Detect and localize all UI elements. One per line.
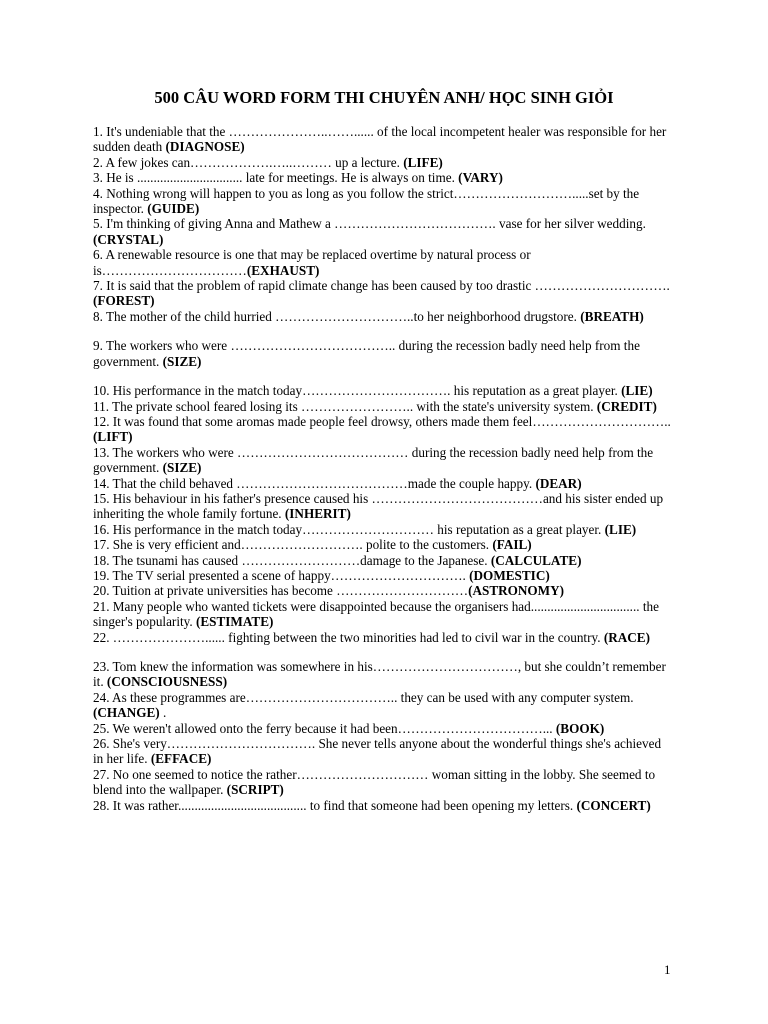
question-text: 6. A renewable resource is one that may be replaced overtime by natural process or is……………………………: [93, 247, 531, 278]
question-item: [93, 522, 673, 537]
question-text: 12. It was found that some aromas made people feel drowsy, others made them feel…………………………..: [93, 413, 671, 429]
question-item: [93, 186, 673, 217]
question-item: [93, 568, 673, 583]
question-keyword: (CONCERT): [576, 797, 651, 813]
question-keyword: (LIFE): [403, 154, 443, 170]
question-item: [93, 414, 673, 445]
question-item: [93, 630, 673, 645]
question-text: 10. His performance in the match today……………………………. his reputation as a great player.: [93, 383, 622, 399]
question-keyword: (INHERIT): [284, 506, 351, 522]
question-text: 15. His behaviour in his father's presence caused his …………………………………and his sister ended up inheriting the whole family fortune.: [93, 490, 664, 522]
question-item: [93, 721, 673, 736]
question-keyword: (ASTRONOMY): [468, 583, 565, 599]
question-text: 17. She is very efficient and………………………. polite to the customers.: [93, 537, 493, 553]
question-text: 21. Many people who wanted tickets were disappointed because the organisers had................................. the singer's popularity.: [93, 598, 659, 630]
question-item: [93, 476, 673, 491]
question-text: 7. It is said that the problem of rapid climate change has been caused by too drastic ………………………….: [93, 278, 670, 294]
question-keyword: (VARY): [458, 170, 503, 186]
question-keyword: (CREDIT): [596, 398, 657, 414]
question-item: [93, 690, 673, 721]
question-text: 14. That the child behaved …………………………………made the couple happy.: [93, 475, 536, 491]
question-keyword: (BOOK): [555, 720, 605, 736]
question-item: [93, 767, 673, 798]
question-text: 16. His performance in the match today………………………… his reputation as a great player.: [93, 521, 605, 537]
question-keyword: (CALCULATE): [490, 552, 582, 568]
question-text: 23. Tom knew the information was somewhere in his……………………………, but she couldn’t remember it.: [93, 659, 666, 690]
page-title: 500 CÂU WORD FORM THI CHUYÊN ANH/ HỌC SINH GIỎI: [154, 88, 614, 107]
question-text: 13. The workers who were ………………………………… during the recession badly need help from the government.: [93, 444, 654, 476]
question-list: [93, 124, 673, 813]
question-text: 5. I'm thinking of giving Anna and Mathew a ………………………………. vase for her silver wedding.: [93, 216, 646, 232]
question-keyword: (FOREST): [93, 293, 155, 309]
question-text: 24. As these programmes are…………………………….. they can be used with any computer system.: [93, 689, 634, 705]
question-keyword: (ESTIMATE): [195, 614, 274, 630]
question-item: [93, 399, 673, 414]
question-item: [93, 583, 673, 598]
question-item: [93, 553, 673, 568]
question-item: [93, 155, 673, 170]
question-item: [93, 338, 673, 369]
question-keyword: (LIE): [604, 521, 637, 537]
question-keyword: (FAIL): [492, 537, 532, 553]
question-text: 4. Nothing wrong will happen to you as long as you follow the strict……………………….....set by the inspector.: [93, 185, 640, 217]
question-text: 19. The TV serial presented a scene of happy………………………….: [93, 567, 470, 583]
question-item: [93, 278, 673, 309]
question-keyword: (CRYSTAL): [93, 231, 164, 247]
question-keyword: (SIZE): [162, 353, 202, 369]
question-item: [93, 247, 673, 278]
question-text: 20. Tuition at private universities has become …………………………: [93, 583, 469, 599]
question-keyword: (SIZE): [162, 460, 202, 476]
question-keyword: (CONSCIOUSNESS): [106, 674, 228, 690]
question-item: [93, 309, 673, 324]
question-item: [93, 599, 673, 630]
question-item: [93, 798, 673, 813]
question-item: [93, 736, 673, 767]
question-keyword: (DOMESTIC): [469, 567, 550, 583]
question-item: [93, 659, 673, 690]
question-item: [93, 170, 673, 185]
question-item: [93, 383, 673, 398]
question-suffix: .: [159, 705, 167, 721]
question-text: 11. The private school feared losing its …………………….. with the state's university system.: [93, 398, 597, 414]
question-text: 2. A few jokes can……………….…..……… up a lecture.: [93, 154, 404, 170]
question-item: [93, 216, 673, 247]
question-item: [93, 124, 673, 155]
question-item: [93, 491, 673, 522]
question-text: 1. It's undeniable that the …………………..……...... of the local incompetent healer was responsible for her sudden death: [93, 124, 667, 155]
question-text: 25. We weren't allowed onto the ferry because it had been……………………………...: [93, 720, 556, 736]
question-keyword: (SCRIPT): [226, 782, 284, 798]
page-number: 1: [664, 962, 671, 977]
question-keyword: (CHANGE): [93, 705, 160, 721]
question-text: 8. The mother of the child hurried …………………………..to her neighborhood drugstore.: [93, 308, 581, 324]
question-keyword: (LIFT): [93, 429, 133, 445]
question-text: 9. The workers who were ……………………………….. during the recession badly need help from the government.: [93, 338, 640, 369]
question-keyword: (EXHAUST): [246, 262, 320, 278]
question-text: 22. …………………...... fighting between the two minorities had led to civil war in the country.: [93, 629, 604, 645]
question-keyword: (RACE): [603, 629, 650, 645]
question-keyword: (GUIDE): [147, 201, 200, 217]
question-text: 18. The tsunami has caused ………………………damage to the Japanese.: [93, 552, 491, 568]
question-text: 3. He is ................................ late for meetings. He is always on time.: [93, 170, 459, 186]
question-text: 26. She's very……………………………. She never tells anyone about the wonderful things she's achieved in her life.: [93, 736, 662, 767]
question-keyword: (EFFACE): [150, 751, 212, 767]
question-keyword: (DIAGNOSE): [165, 139, 245, 155]
question-item: [93, 537, 673, 552]
question-text: 28. It was rather....................................... to find that someone had been opening my letters.: [93, 797, 577, 813]
question-text: 27. No one seemed to notice the rather………………………… woman sitting in the lobby. She seemed to blend into the wallpaper.: [93, 766, 656, 798]
question-item: [93, 445, 673, 476]
question-keyword: (LIE): [621, 383, 653, 399]
question-keyword: (DEAR): [535, 475, 582, 491]
question-keyword: (BREATH): [580, 308, 644, 324]
